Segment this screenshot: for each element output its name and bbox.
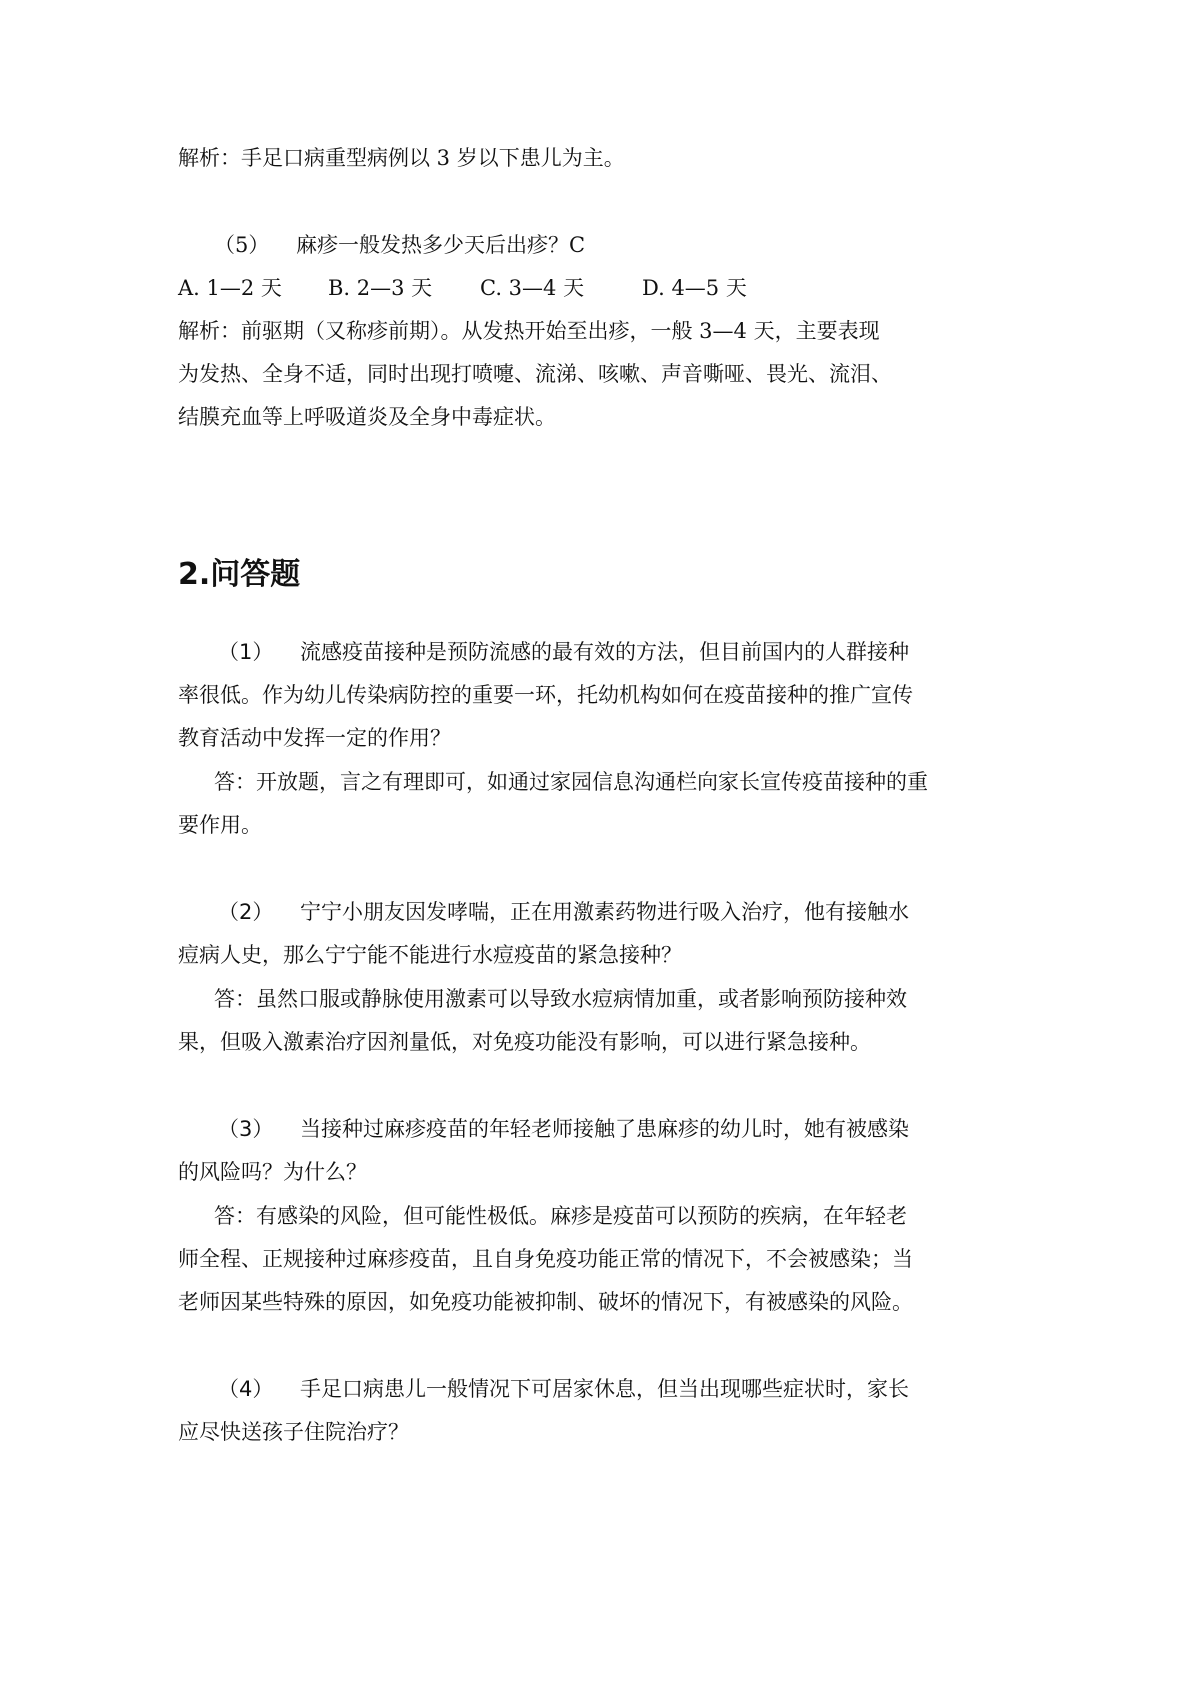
analysis-line: 结膜充血等上呼吸道炎及全身中毒症状。 (178, 405, 556, 429)
question-1 (218, 637, 909, 667)
question-number: （1） (218, 640, 274, 664)
question-text: 宁宁小朋友因发哮喘，正在用激素药物进行吸入治疗，他有接触水 (300, 900, 909, 924)
question-text: 流感疫苗接种是预防流感的最有效的方法，但目前国内的人群接种 (300, 640, 909, 664)
question-5 (214, 230, 585, 260)
answer-text: 答：有感染的风险，但可能性极低。麻疹是疫苗可以预防的疾病，在年轻老 (214, 1204, 907, 1228)
question-number: （5） (214, 233, 270, 257)
answer-text: 要作用。 (178, 813, 262, 837)
option-d: D. 4—5 天 (642, 276, 747, 300)
option-c: C. 3—4 天 (480, 276, 585, 300)
option-b: B. 2—3 天 (328, 276, 433, 300)
options-row (178, 273, 747, 303)
question-4 (218, 1374, 909, 1404)
answer-text: 老师因某些特殊的原因，如免疫功能被抑制、破坏的情况下，有被感染的风险。 (178, 1290, 913, 1314)
question-number: （2） (218, 900, 274, 924)
answer-text: 答：开放题，言之有理即可，如通过家园信息沟通栏向家长宣传疫苗接种的重 (214, 770, 928, 794)
analysis-text: 解析：手足口病重型病例以 3 岁以下患儿为主。 (178, 146, 625, 170)
question-text: 应尽快送孩子住院治疗？ (178, 1420, 409, 1444)
analysis-line: 解析：前驱期（又称疹前期）。从发热开始至出疹，一般 3—4 天，主要表现 (178, 319, 880, 343)
question-text: 麻疹一般发热多少天后出疹？C (296, 233, 586, 257)
option-a: A. 1—2 天 (178, 276, 282, 300)
question-text: 痘病人史，那么宁宁能不能进行水痘疫苗的紧急接种？ (178, 943, 682, 967)
analysis-line: 为发热、全身不适，同时出现打喷嚏、流涕、咳嗽、声音嘶哑、畏光、流泪、 (178, 362, 892, 386)
answer-text: 答：虽然口服或静脉使用激素可以导致水痘病情加重，或者影响预防接种效 (214, 987, 907, 1011)
question-text: 率很低。作为幼儿传染病防控的重要一环，托幼机构如何在疫苗接种的推广宣传 (178, 683, 913, 707)
answer-text: 果，但吸入激素治疗因剂量低，对免疫功能没有影响，可以进行紧急接种。 (178, 1030, 871, 1054)
answer-text: 师全程、正规接种过麻疹疫苗，且自身免疫功能正常的情况下，不会被感染；当 (178, 1247, 913, 1271)
section-heading: 2.问答题 (178, 557, 301, 592)
question-text: 教育活动中发挥一定的作用？ (178, 726, 451, 750)
question-text: 手足口病患儿一般情况下可居家休息，但当出现哪些症状时，家长 (300, 1377, 909, 1401)
question-3 (218, 1114, 909, 1144)
question-text: 当接种过麻疹疫苗的年轻老师接触了患麻疹的幼儿时，她有被感染 (300, 1117, 909, 1141)
question-2 (218, 897, 909, 927)
question-number: （3） (218, 1117, 274, 1141)
question-text: 的风险吗？为什么？ (178, 1160, 367, 1184)
question-number: （4） (218, 1377, 274, 1401)
